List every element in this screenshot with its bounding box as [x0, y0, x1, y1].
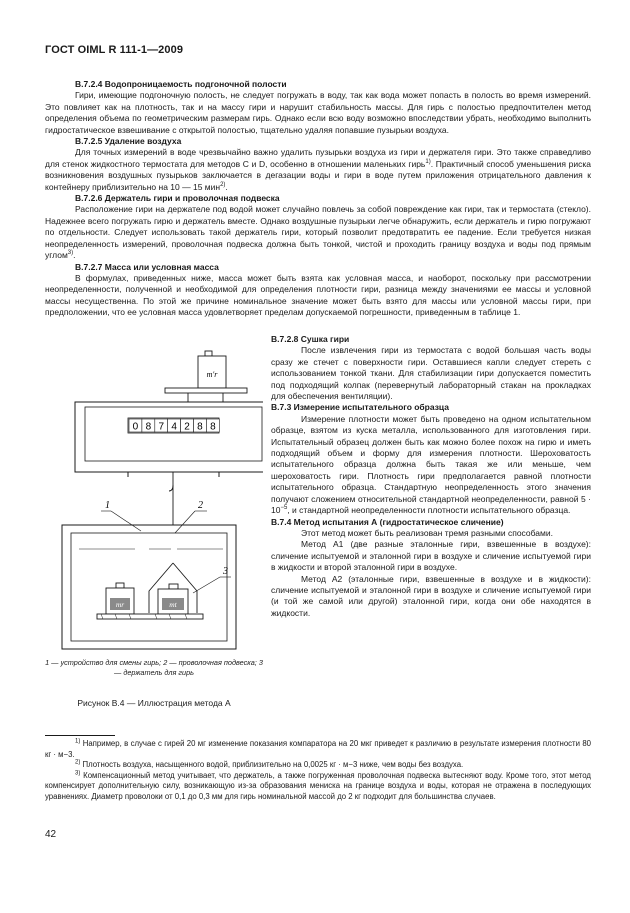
callout-3: 3 — [223, 566, 228, 577]
test-weight-label: mt — [169, 600, 177, 609]
figure-b4 — [45, 335, 263, 735]
balance-diagram — [45, 335, 263, 655]
footnote-separator — [45, 735, 115, 736]
display-digits — [129, 419, 219, 433]
footnote-ref-1[interactable]: 1) — [425, 159, 431, 166]
balance-pan — [165, 388, 247, 393]
figure-caption: Рисунок В.4 — Иллюстрация метода А — [77, 698, 231, 708]
display-digit: 7 — [158, 421, 165, 433]
main-text — [45, 79, 591, 319]
footnotes — [45, 739, 591, 802]
top-weight-knob — [205, 351, 212, 356]
top-weight-label: m′r — [206, 370, 218, 379]
paragraph-b724: Гири, имеющие подгоночную полость, не следует погружать в воду, так как вода может попасть в полость во время измерений. Это повлияет как на плотность, так и на массу гири и нарушит стабильность массы. Для гирь с полостью предпочтителен метод определения объема по геометрическим размерам гирь. Однако если всю воду возможно впоследствии убрать, необходимо выполнить гидростатическое взвешивание с открытой полостью, тщательно удаляя попавшие пузырьки воздуха. — [45, 90, 591, 135]
paragraph-method-a1: Метод А1 (две разные эталонные гири, взвешенные в воздухе): сличение испытуемой и эталонной гири в воздухе и сличение испытуемой гири в жидкости и второй эталонной гири в воздухе. — [271, 539, 591, 573]
page-number: 42 — [45, 829, 57, 840]
paragraph-b726: Расположение гири на держателе под водой может случайно повлечь за собой повреждение как гири, так и термостата (стекло). Надежнее всего погружать гирю и держатель вместе. Однако воздушные пузырьки легче обнаружить, если держатель и гирю погружают по отдельности. Следует использовать такой держатель гири, который позволит предотвратить ее падение. Если требуется низкая неопределенность измерений, проволочная подвеска должна быть тонкой, чистой и проходить границу воздуха и воды под прямым углом$^{3)}$. — [45, 204, 591, 261]
display-digit: 2 — [184, 421, 190, 433]
section-heading-b728: В.7.2.8 Сушка гири — [271, 334, 350, 344]
footnote-2: $^{2)}$ Плотность воздуха, насыщенного водой, приблизительно на 0,0025 кг · м−3 ниже, чем воды без воздуха. — [75, 759, 464, 769]
document-header: ГОСТ OIML R 111-1—2009 — [45, 44, 184, 56]
paragraph-b73: Измерение плотности может быть проведено на одном испытательном образце, взятом из куска металла, использованного для изготовления гири. Испытательный образец должен быть как можно более похож на гирю и иметь подходящий объем и форму для измерения плотности. Шероховатость испытательного образца должна быть такая же или меньше, чем шероховатость гири. Плотность гири предполагается равной плотности испытательного образца. Стандартную неопределенность этого значения получают сложением относительной стандартной неопределенности, равной $5 \cdot 10^{-5}$, и стандартной неопределенности плотности испытательного образца. — [271, 413, 591, 516]
reference-weight-label: mr — [115, 600, 125, 609]
figure-and-text-block — [45, 334, 591, 735]
section-heading-b73: В.7.3 Измерение испытательного образца — [271, 402, 449, 413]
footnote-ref-2[interactable]: 2) — [220, 181, 226, 188]
callout-2: 2 — [198, 500, 203, 511]
paragraph-b74: Этот метод может быть реализован тремя разными способами. — [301, 527, 553, 538]
footnote-ref-3[interactable]: 3) — [67, 250, 74, 257]
holder-base — [97, 614, 203, 619]
display-digit: 8 — [145, 421, 152, 433]
paragraph-b727-full: В формулах, приведенных ниже, масса может быть взята как условная масса, и наоборот, поскольку при рассмотрении неопределенности, полученной и необходимой для определения плотности гири, разница между значениями ее массы и условной массы несущественна. По этой же причине номинальное значение может быть взято для массы или условной массы гири, при предположении, что ее условная масса удовлетворяет пределам допускаемой погрешности, приведенным в таблице 1. — [45, 272, 591, 318]
callout-1: 1 — [105, 500, 110, 511]
figure-legend: 1 — устройство для смены гирь; 2 — проволочная подвеска; 3 — держатель для гирь — [45, 658, 263, 677]
display-digit: 4 — [171, 421, 177, 433]
display-digit: 8 — [197, 421, 203, 433]
section-heading-b725: В.7.2.5 Удаление воздуха — [75, 136, 182, 147]
paragraph-b728: После извлечения гири из термостата с водой большая часть воды сразу же стечет с поверхности гири. Оставшиеся капли следует стереть с использованием тонкой ткани. Для стабилизации гири допускается поместить под подходящий колпак (перевернутый лабораторный стакан на прокладках для обеспечения вентиляции). — [271, 345, 591, 402]
paragraph-b725: Для точных измерений в воде чрезвычайно важно удалить пузырьки воздуха из гири и держателя гири. Это также справедливо для стенок жидкостного термостата для методов С и D, особенно в отношении маленьких гирь$^{1)}$. Практичный способ уменьшения риска возникновения воздушных пузырьков заключается в дегазации воды и гири в воде путем приложения отрицательного давления к контейнеру приблизительно на 10 — 15 мин$^{2)}$. — [45, 147, 591, 192]
section-heading-b726: В.7.2.6 Держатель гири и проволочная подвеска — [75, 193, 280, 204]
section-heading-b727: В.7.2.7 Масса или условная масса — [75, 261, 219, 272]
display-digit: 0 — [132, 421, 139, 433]
footnote-1: $^{1)}$ Например, в случае с гирей 20 мг изменение показания компаратора на 20 мкг приведет к различию в результате измерения плотности 80 кг · м−3. — [45, 738, 591, 759]
footnote-3: $^{3)}$ Компенсационный метод учитывает, что держатель, а также погруженная проволочная подвеска вытесняют воду. Кроме того, этот метод компенсирует дополнительную силу, возникающую из-за образования мениска на границе воздуха и воды, которая не отражена в последующих уравнениях. Диаметр проволоки от 0,1 до 0,3 мм для гирь номинальной массой до 2 кг подходит для большинства случаев. — [45, 769, 591, 801]
display-digit: 8 — [210, 421, 216, 433]
section-heading-b74: В.7.4 Метод испытания А (гидростатическое сличение) — [271, 516, 504, 527]
paragraph-method-a2: Метод А2 (эталонные гири, взвешенные в воздухе и в жидкости): сличение испытуемой и эталонной гири в воздухе и сличение испытуемой гири (и той же самой или другой) эталонной гири, когда они обе находятся в жидкости. — [271, 573, 591, 618]
section-heading-b724: В.7.2.4 Водопроницаемость подгоночной полости — [75, 79, 287, 89]
